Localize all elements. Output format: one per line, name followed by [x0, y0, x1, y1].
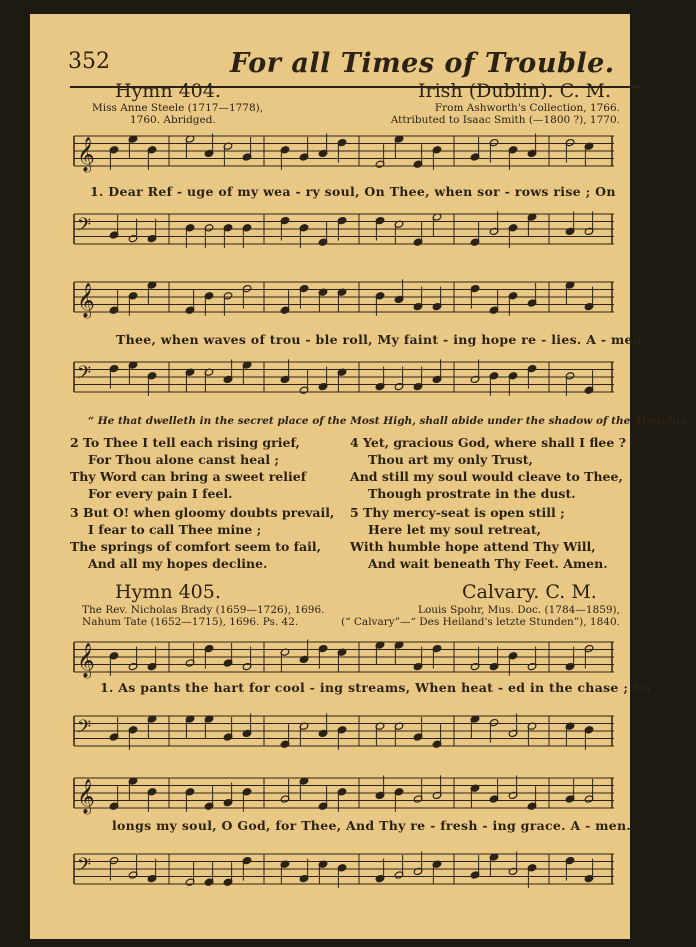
music-staff [74, 852, 614, 886]
staff-bass [74, 852, 614, 886]
music-staff [74, 360, 614, 394]
verse-line: Though prostrate in the dust. [368, 486, 576, 501]
verse-line: The springs of comfort seem to fail, [70, 539, 322, 554]
verse-line: With humble hope attend Thy Will, [350, 539, 596, 554]
author-line-1: Miss Anne Steele (1717—1778), [92, 102, 264, 114]
svg-text:𝄢: 𝄢 [77, 215, 92, 240]
staff-bass [74, 360, 614, 394]
hymn-405-title: Hymn 405. [115, 581, 221, 603]
music-staff [74, 212, 614, 246]
verse-line: 2 To Thee I tell each rising grief, [70, 435, 300, 450]
svg-text:𝄢: 𝄢 [77, 855, 92, 880]
svg-text:𝄞: 𝄞 [77, 137, 95, 172]
hymn-405-lyric-line-2: longs my soul, O God, for Thee, And Thy re - fresh - ing grace. A - men. [112, 818, 632, 833]
svg-text:𝄞: 𝄞 [77, 643, 95, 678]
hymn-404-tune: Irish (Dublin). C. M. [418, 80, 612, 102]
music-staff [74, 776, 614, 814]
verse-line: Thou art my only Trust, [368, 452, 533, 467]
verse-3 [70, 504, 334, 572]
staff-treble [74, 640, 614, 678]
music-staff [74, 280, 614, 318]
hymn-404-title: Hymn 404. [115, 80, 221, 102]
author-line-1: The Rev. Nicholas Brady (1659—1726), 1696. [82, 604, 325, 616]
verse-line: 4 Yet, gracious God, where shall I flee ? [350, 435, 627, 450]
verse-line: For every pain I feel. [88, 486, 233, 501]
music-staff [74, 134, 614, 172]
hymn-404-tune-source [391, 102, 620, 126]
verse-line: Here let my soul retreat, [368, 522, 541, 537]
page-number: 352 [68, 49, 110, 74]
hymn-404-lyric-line-2: Thee, when waves of trou - ble roll, My faint - ing hope re - lies. A - men. [116, 332, 647, 347]
svg-text:𝄢: 𝄢 [77, 363, 92, 388]
verse-line: 3 But O! when gloomy doubts prevail, [70, 505, 335, 520]
verse-line: Thy Word can bring a sweet relief [70, 469, 307, 484]
author-line-2: Nahum Tate (1652—1715), 1696. Ps. 42. [82, 616, 299, 628]
staff-treble [74, 776, 614, 814]
music-staff [74, 640, 614, 678]
author-line-2: 1760. Abridged. [130, 114, 216, 126]
hymn-404-lyric-line-1: 1. Dear Ref - uge of my wea - ry soul, On Thee, when sor - rows rise ; On [90, 184, 616, 199]
running-title: For all Times of Trouble. [230, 48, 615, 79]
verse-4 [350, 434, 626, 502]
hymn-405-tune: Calvary. C. M. [462, 581, 597, 603]
hymn-404-author [92, 102, 263, 126]
verse-5 [350, 504, 608, 572]
staff-treble [74, 280, 614, 318]
staff-bass [74, 212, 614, 246]
verse-line: And all my hopes decline. [88, 556, 268, 571]
verse-line: I fear to call Thee mine ; [88, 522, 262, 537]
hymn-405-tune-source [341, 604, 620, 628]
svg-text:𝄞: 𝄞 [77, 779, 95, 814]
staff-treble [74, 134, 614, 172]
tune-source-1: From Ashworth's Collection, 1766. [434, 102, 620, 114]
hymn-405-lyric-line-1: 1. As pants the hart for cool - ing streams, When heat - ed in the chase ; So [100, 680, 651, 695]
verse-line: And still my soul would cleave to Thee, [350, 469, 623, 484]
svg-text:𝄢: 𝄢 [77, 717, 92, 742]
music-staff [74, 714, 614, 748]
staff-bass [74, 714, 614, 748]
tune-source-1: Louis Spohr, Mus. Doc. (1784—1859), [417, 604, 620, 616]
tune-source-2: Attributed to Isaac Smith (—1800 ?), 1770. [390, 114, 620, 126]
verse-2 [70, 434, 306, 502]
verse-line: For Thou alone canst heal ; [88, 452, 280, 467]
hymnal-page [30, 14, 696, 939]
verse-line: And wait beneath Thy Feet. Amen. [368, 556, 608, 571]
svg-text:𝄞: 𝄞 [77, 283, 95, 318]
hymn-405-author [82, 604, 325, 628]
tune-source-2: (“ Calvary”—“ Des Heiland's letzte Stunden”), 1840. [341, 616, 620, 628]
scripture-quote: “ He that dwelleth in the secret place of the Most High, shall abide under the shadow of the Almighty.” [88, 415, 696, 427]
verse-line: 5 Thy mercy-seat is open still ; [350, 505, 565, 520]
